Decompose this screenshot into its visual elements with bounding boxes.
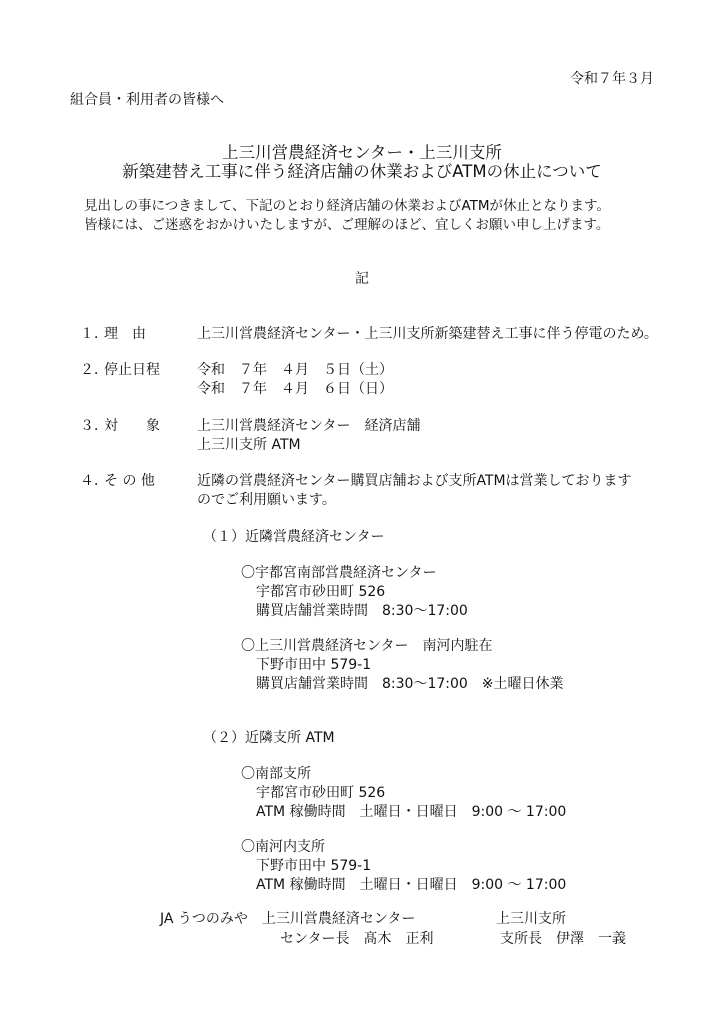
ki-heading: 記 — [355, 271, 369, 287]
atm-office-hours: ATM 稼働時間 土曜日・日曜日 9:00 ～ 17:00 — [256, 804, 567, 820]
center-office-hours: 購買店舗営業時間 8:30～17:00 — [256, 603, 468, 619]
item-number-target: ３． — [80, 418, 108, 434]
item-date-1: 令和 ７年 ４月 ５日（土） — [197, 362, 393, 378]
title-line-2: 新築建替え工事に伴う経済店舗の休業およびATMの休止について — [122, 162, 602, 181]
atm-office-address: 下野市田中 579-1 — [256, 858, 372, 874]
atm-office-name: 〇南部支所 — [241, 766, 311, 782]
atm-office-name: 〇南河内支所 — [241, 839, 325, 855]
item-number-other: ４． — [80, 473, 108, 489]
item-number-reason: １． — [80, 326, 108, 342]
footer-center-manager: センター長 髙木 正利 — [280, 931, 434, 947]
title-line-1: 上三川営農経済センター・上三川支所 — [222, 143, 502, 162]
item-label-other: そ の 他 — [104, 473, 155, 489]
item-target-2: 上三川支所 ATM — [197, 437, 301, 453]
item-label-dates: 停止日程 — [104, 362, 160, 378]
document-date: 令和７年３月 — [570, 71, 654, 87]
nearby-atms-heading: （２）近隣支所 ATM — [203, 730, 335, 746]
center-office-hours: 購買店舗営業時間 8:30～17:00 ※土曜日休業 — [256, 676, 564, 692]
intro-line-1: 見出しの事につきまして、下記のとおり経済店舗の休業およびATMが休止となります。 — [84, 198, 610, 214]
item-other-2: のでご利用願います。 — [197, 492, 336, 508]
item-date-2: 令和 ７年 ４月 ６日（日） — [197, 381, 393, 397]
item-label-target: 対 象 — [104, 418, 160, 434]
item-text-reason: 上三川営農経済センター・上三川支所新築建替え工事に伴う停電のため。 — [197, 326, 658, 342]
center-office-address: 下野市田中 579-1 — [256, 657, 372, 673]
footer-branch-manager: 支所長 伊澤 一義 — [500, 931, 626, 947]
item-other-1: 近隣の営農経済センター購買店舗および支所ATMは営業しております — [197, 473, 632, 489]
item-label-reason: 理 由 — [104, 326, 146, 342]
footer-organization: JA うつのみや 上三川営農経済センター — [160, 911, 416, 927]
addressee: 組合員・利用者の皆様へ — [70, 92, 224, 108]
footer-branch: 上三川支所 — [496, 911, 566, 927]
center-office-address: 宇都宮市砂田町 526 — [256, 584, 386, 600]
intro-line-2: 皆様には、ご迷惑をおかけいたしますが、ご理解のほど、宜しくお願い申し上げます。 — [84, 217, 610, 233]
item-target-1: 上三川営農経済センター 経済店舗 — [197, 418, 421, 434]
center-office-name: 〇宇都宮南部営農経済センター — [241, 565, 437, 581]
atm-office-address: 宇都宮市砂田町 526 — [256, 785, 386, 801]
item-number-dates: ２． — [80, 362, 108, 378]
center-office-name: 〇上三川営農経済センター 南河内駐在 — [241, 638, 493, 654]
nearby-centers-heading: （１）近隣営農経済センター — [203, 529, 385, 545]
atm-office-hours: ATM 稼働時間 土曜日・日曜日 9:00 ～ 17:00 — [256, 877, 567, 893]
